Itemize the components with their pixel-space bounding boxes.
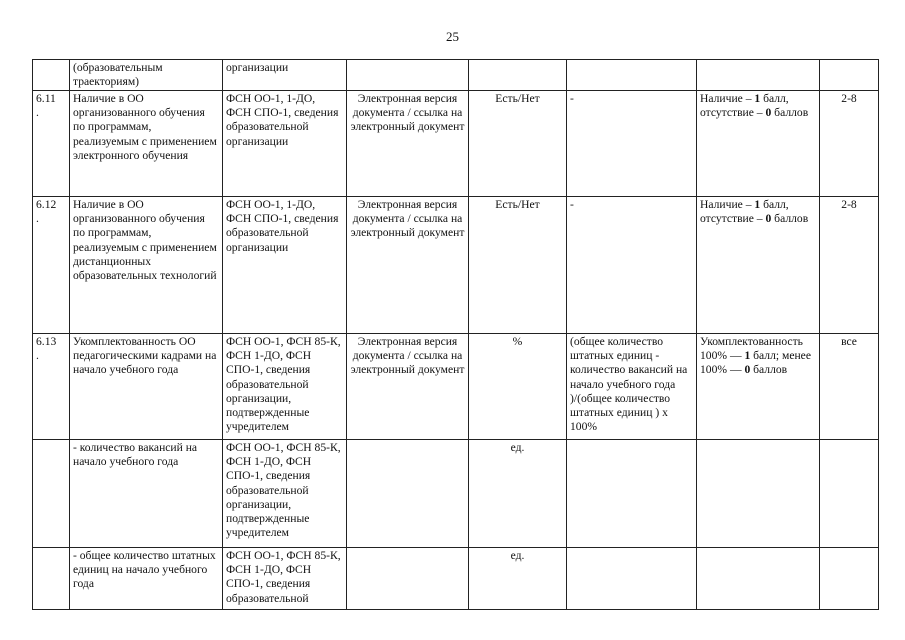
score-cell — [697, 91, 820, 197]
unit-cell: Есть/Нет — [469, 197, 567, 334]
form-cell: Электронная версия документа / ссылка на электронный документ — [347, 334, 469, 440]
page-number: 25 — [446, 29, 459, 44]
formula-cell: (общее количество штатных единиц - количество вакансий на начало учебного года )/(общее количество штатных единиц ) х 100% — [567, 334, 697, 440]
score-cell — [697, 334, 820, 440]
unit-cell: ед. — [469, 440, 567, 548]
indicator-cell: - общее количество штатных единиц на начало учебного года — [70, 548, 223, 610]
range-cell — [820, 60, 879, 91]
form-cell — [347, 440, 469, 548]
formula-cell — [567, 548, 697, 610]
source-cell: организации — [223, 60, 347, 91]
form-cell: Электронная версия документа / ссылка на электронный документ — [347, 91, 469, 197]
indicator-cell: Наличие в ОО организованного обучения по программам, реализуемым с применением дистанционных образовательных технологий — [70, 197, 223, 334]
row-number-cell — [33, 60, 70, 91]
score-text: балл, отсутствие – — [700, 198, 789, 226]
formula-cell: - — [567, 91, 697, 197]
score-text: баллов — [750, 363, 788, 377]
score-text: баллов — [771, 106, 809, 120]
range-cell: 2-8 — [820, 91, 879, 197]
indicator-cell: Наличие в ОО организованного обучения по программам, реализуемым с применением электронного обучения — [70, 91, 223, 197]
indicator-cell: (образовательным траекториям) — [70, 60, 223, 91]
score-cell — [697, 548, 820, 610]
table-row — [33, 334, 879, 440]
score-text: Наличие – — [700, 92, 755, 105]
table-row — [33, 548, 879, 610]
score-points: 1 — [754, 92, 761, 105]
score-cell — [697, 440, 820, 548]
score-text: Укомплектованность 100% — — [700, 335, 803, 363]
unit-cell: % — [469, 334, 567, 440]
range-cell: 2-8 — [820, 197, 879, 334]
form-cell — [347, 60, 469, 91]
table-row — [33, 91, 879, 197]
range-cell — [820, 548, 879, 610]
row-number-cell — [33, 440, 70, 548]
score-text: балл, отсутствие – — [700, 92, 789, 120]
score-text: баллов — [771, 212, 809, 226]
range-cell — [820, 440, 879, 548]
form-cell: Электронная версия документа / ссылка на электронный документ — [347, 197, 469, 334]
unit-cell: Есть/Нет — [469, 91, 567, 197]
source-cell: ФСН ОО-1, ФСН 85-К, ФСН 1-ДО, ФСН СПО-1, сведения образовательной организации, подтвержденные учредителем — [223, 440, 347, 548]
table-row — [33, 440, 879, 548]
criteria-table — [32, 59, 879, 610]
score-points: 1 — [754, 198, 761, 211]
row-number-cell: 6.13 . — [33, 334, 70, 440]
score-cell — [697, 197, 820, 334]
indicator-cell: Укомплектованность ОО педагогическими кадрами на начало учебного года — [70, 334, 223, 440]
row-number-cell: 6.12 . — [33, 197, 70, 334]
row-number-cell: 6.11 . — [33, 91, 70, 197]
unit-cell — [469, 60, 567, 91]
score-cell — [697, 60, 820, 91]
source-cell: ФСН ОО-1, 1-ДО, ФСН СПО-1, сведения образовательной организации — [223, 91, 347, 197]
source-cell: ФСН ОО-1, 1-ДО, ФСН СПО-1, сведения образовательной организации — [223, 197, 347, 334]
formula-cell — [567, 60, 697, 91]
formula-cell: - — [567, 197, 697, 334]
unit-cell: ед. — [469, 548, 567, 610]
score-points: 0 — [765, 106, 772, 120]
indicator-cell: - количество вакансий на начало учебного года — [70, 440, 223, 548]
score-text: Наличие – — [700, 198, 755, 211]
score-points: 0 — [744, 363, 751, 377]
row-number-cell — [33, 548, 70, 610]
formula-cell — [567, 440, 697, 548]
source-cell: ФСН ОО-1, ФСН 85-К, ФСН 1-ДО, ФСН СПО-1, сведения образовательной организации, подтвержденные учредителем — [223, 334, 347, 440]
score-points: 1 — [744, 349, 751, 363]
source-cell: ФСН ОО-1, ФСН 85-К, ФСН 1-ДО, ФСН СПО-1, сведения образовательной — [223, 548, 347, 610]
score-points: 0 — [765, 212, 772, 226]
range-cell: все — [820, 334, 879, 440]
table-row — [33, 197, 879, 334]
table-row — [33, 60, 879, 91]
score-text: балл; менее 100% — — [700, 349, 811, 377]
form-cell — [347, 548, 469, 610]
